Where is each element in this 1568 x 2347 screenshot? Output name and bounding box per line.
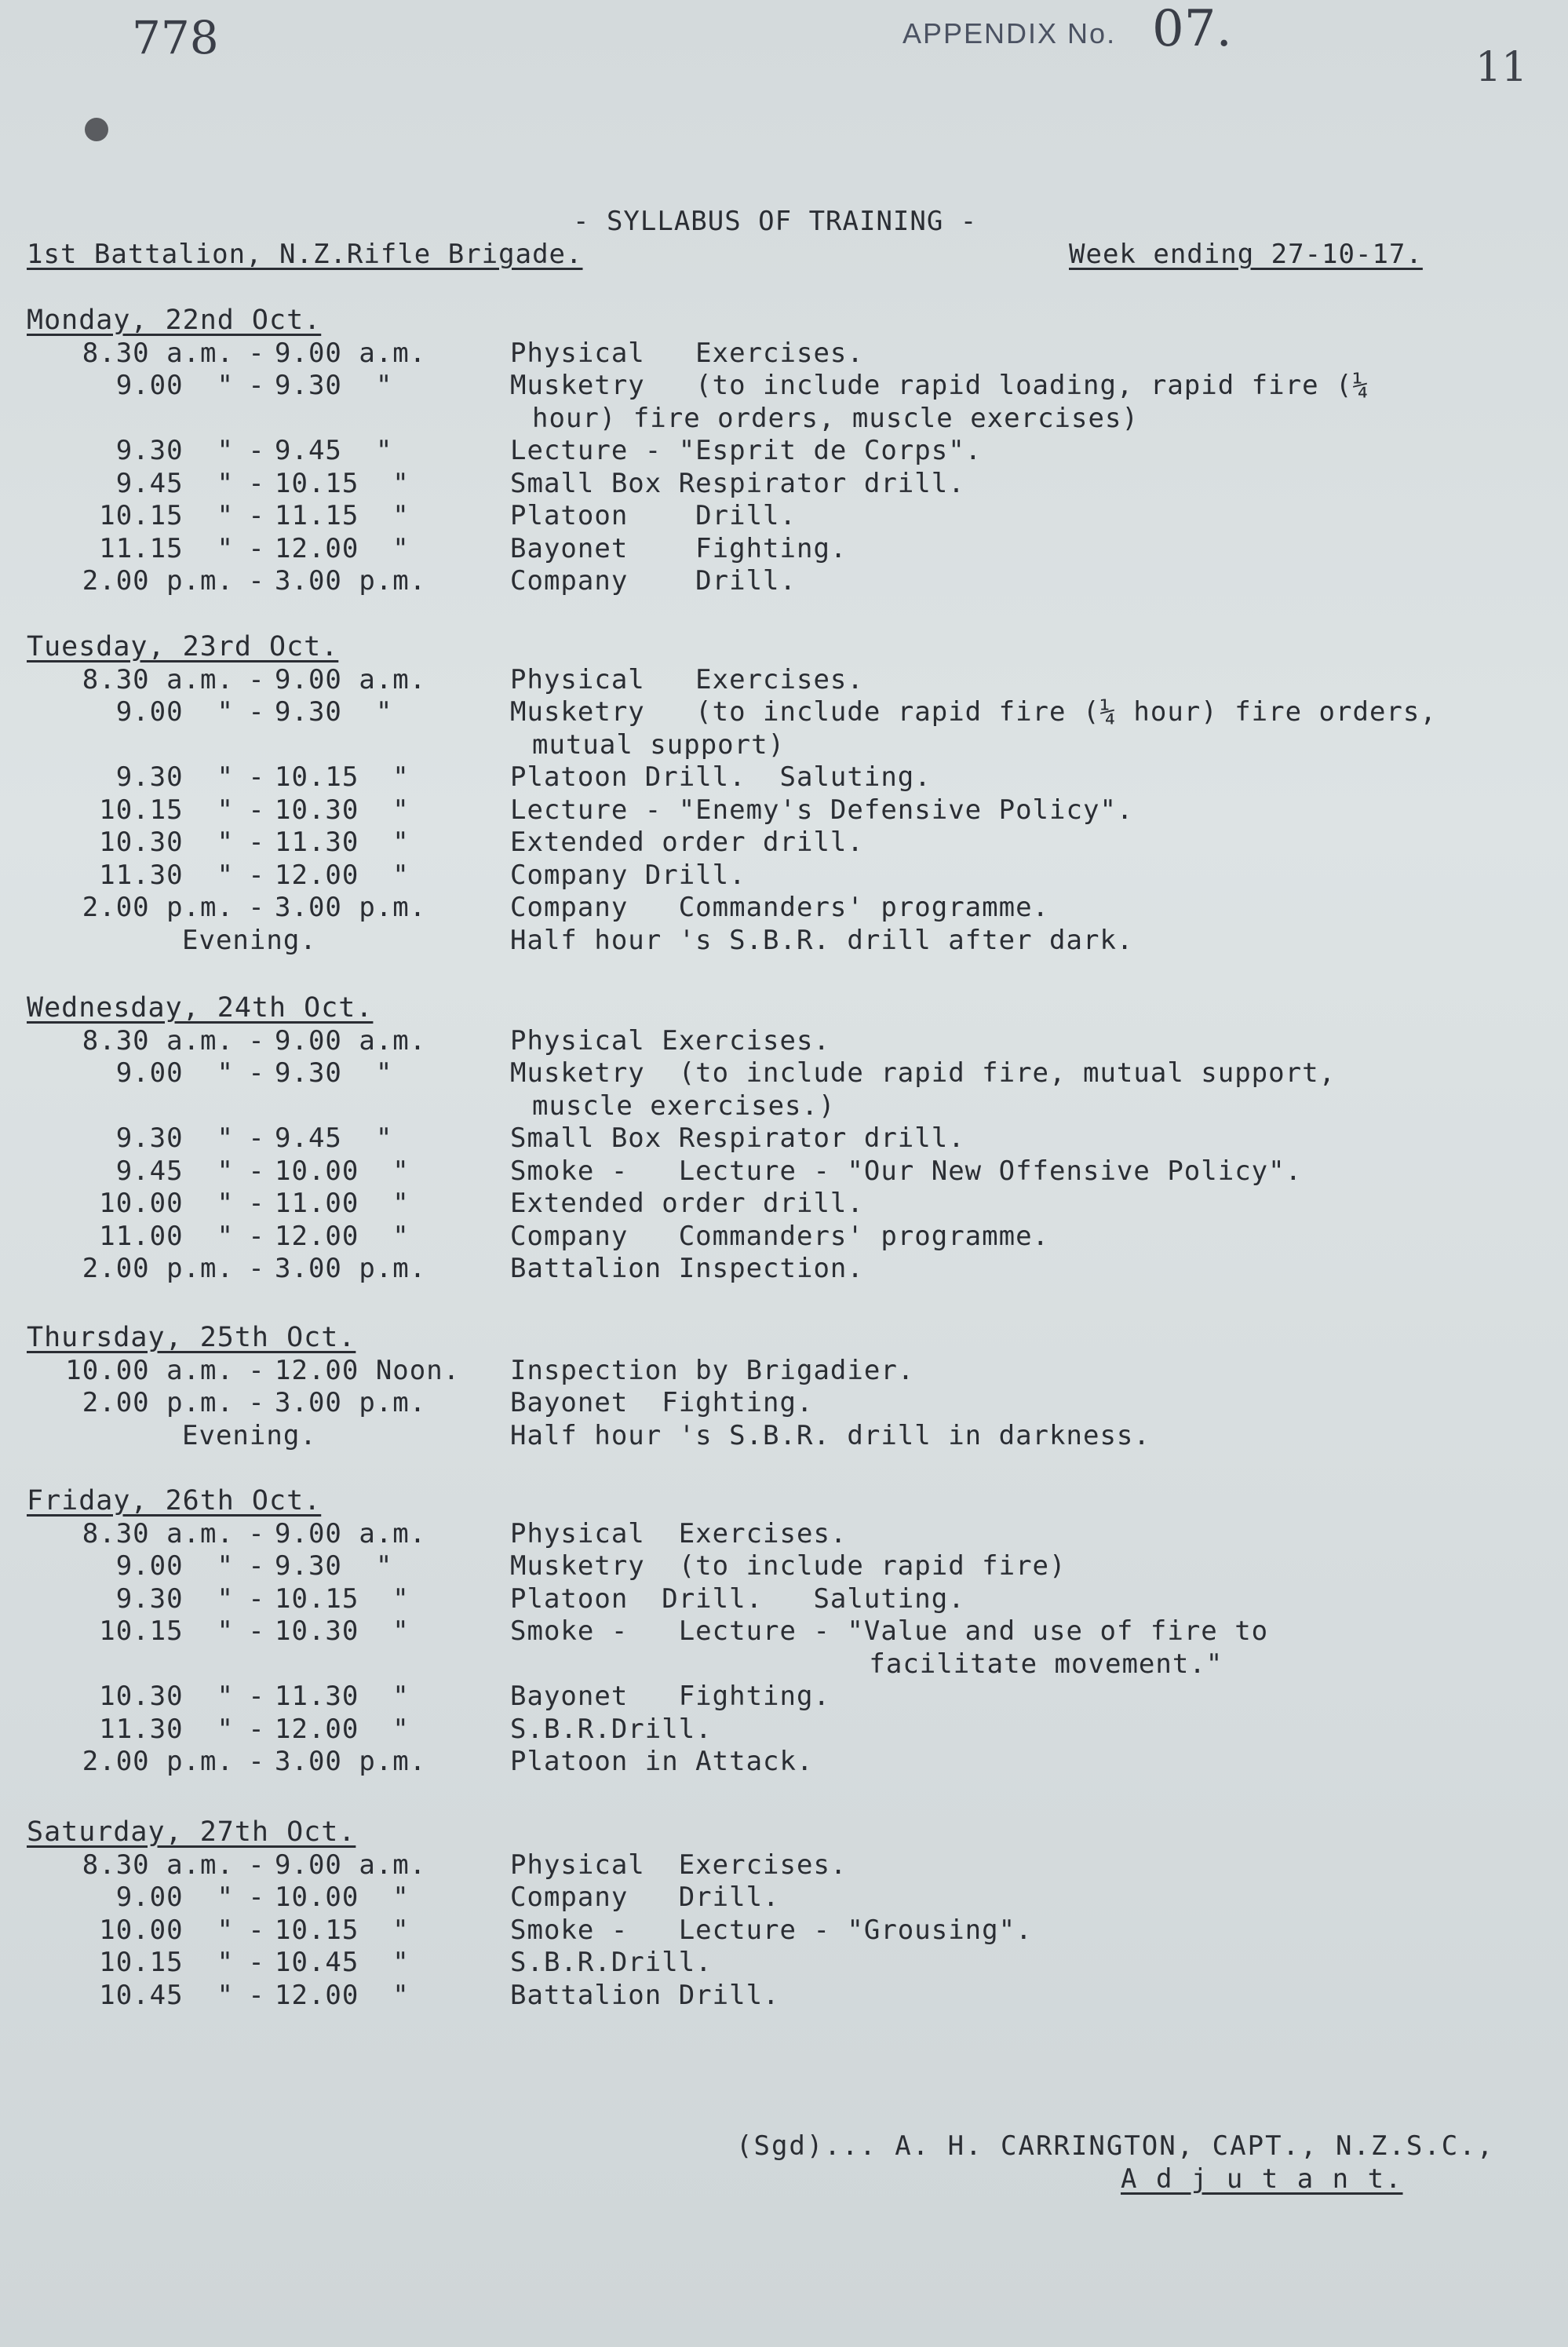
time-from: 9.30 ": [115, 1122, 234, 1154]
activity: Platoon in Attack.: [510, 1746, 814, 1777]
schedule-row: [0, 1155, 1568, 1188]
schedule-row: [0, 1681, 1568, 1714]
time-from: 11.30 ": [99, 859, 234, 891]
activity: Physical Exercises.: [510, 337, 864, 369]
day-heading: Friday, 26th Oct.: [27, 1485, 322, 1517]
activity-continuation: mutual support): [532, 728, 786, 761]
schedule-row: [0, 892, 1568, 925]
schedule-row: [0, 500, 1568, 533]
appendix-label: APPENDIX No.: [903, 17, 1117, 49]
time-from: 10.15 ": [99, 1947, 234, 1978]
punch-hole: [85, 118, 108, 141]
time-separator: -: [248, 565, 265, 597]
time-from: 9.00 ": [115, 1550, 234, 1582]
time-separator: -: [248, 794, 265, 826]
activity: Extended order drill.: [510, 1188, 864, 1219]
time-separator: -: [248, 1517, 265, 1549]
time-from: 9.00 ": [115, 370, 234, 401]
time-separator: -: [248, 435, 265, 466]
time-from: 9.30 ": [115, 435, 234, 466]
time-to: 9.30 ": [275, 696, 393, 728]
time-to: 12.00 ": [275, 1713, 410, 1745]
time-from: 2.00 p.m.: [82, 565, 234, 597]
schedule-row-continuation: [0, 729, 1568, 762]
time-from: 9.00 ": [115, 696, 234, 728]
activity: Company Drill.: [510, 859, 746, 891]
time-separator: -: [248, 1849, 265, 1881]
time-from: 10.00 ": [99, 1188, 234, 1219]
page-number: 11: [1475, 44, 1528, 91]
time-to: 9.00 a.m.: [275, 1517, 427, 1549]
time-from: 9.30 ": [115, 761, 234, 793]
activity: Platoon Drill.: [510, 500, 797, 531]
time-from: 8.30 a.m.: [82, 1517, 234, 1549]
time-separator: -: [248, 1024, 265, 1057]
time-from: 10.30 ": [99, 827, 234, 858]
time-to: 10.15 ": [275, 761, 410, 793]
time-separator: -: [248, 1582, 265, 1615]
time-separator: -: [248, 827, 265, 858]
unit-name: 1st Battalion, N.Z.Rifle Brigade.: [27, 239, 583, 270]
activity: Company Drill.: [510, 565, 797, 597]
time-to: 12.00 Noon.: [275, 1354, 461, 1386]
schedule-row: [0, 1947, 1568, 1980]
time-from: 8.30 a.m.: [82, 337, 234, 369]
time-to: 3.00 p.m.: [275, 1253, 427, 1284]
time-from: 10.45 ": [99, 1979, 234, 2011]
time-to: 11.00 ": [275, 1188, 410, 1219]
signature-line: (Sgd)... A. H. CARRINGTON, CAPT., N.Z.S.C.,: [736, 2130, 1495, 2162]
activity: Musketry (to include rapid fire): [510, 1550, 1067, 1582]
time-from: Evening.: [182, 1419, 317, 1451]
time-separator: -: [248, 1713, 265, 1745]
activity: Physical Exercises.: [510, 1849, 848, 1881]
activity: Platoon Drill. Saluting.: [510, 761, 932, 793]
time-from: 10.00 a.m.: [65, 1354, 234, 1386]
document-title: - SYLLABUS OF TRAINING -: [573, 206, 978, 237]
schedule-row: [0, 761, 1568, 794]
schedule-row: [0, 794, 1568, 827]
schedule-row: [0, 1025, 1568, 1058]
time-to: 3.00 p.m.: [275, 1387, 427, 1418]
time-separator: -: [248, 1057, 265, 1089]
time-from: 10.00 ": [99, 1914, 234, 1946]
time-separator: -: [248, 532, 265, 564]
time-to: 10.30 ": [275, 794, 410, 826]
schedule-row: [0, 1615, 1568, 1648]
activity-continuation: hour) fire orders, muscle exercises): [532, 402, 1139, 434]
activity-continuation: facilitate movement.": [532, 1648, 1223, 1680]
time-from: 8.30 a.m.: [82, 1024, 234, 1057]
activity: Musketry (to include rapid fire, mutual support,: [510, 1057, 1336, 1089]
time-from: 2.00 p.m.: [82, 1746, 234, 1777]
time-separator: -: [248, 1188, 265, 1219]
time-separator: -: [248, 1882, 265, 1913]
schedule-row: [0, 1914, 1568, 1947]
time-to: 9.00 a.m.: [275, 663, 427, 695]
day-heading: Thursday, 25th Oct.: [27, 1322, 356, 1353]
activity: Battalion Inspection.: [510, 1253, 864, 1284]
schedule-row: [0, 1882, 1568, 1914]
time-to: 9.30 ": [275, 370, 393, 401]
time-from: 9.45 ": [115, 467, 234, 499]
schedule-row: [0, 1714, 1568, 1747]
time-from: 9.00 ": [115, 1882, 234, 1913]
time-from: 10.15 ": [99, 794, 234, 826]
time-separator: -: [248, 663, 265, 695]
schedule-row: [0, 827, 1568, 860]
time-separator: -: [248, 1387, 265, 1418]
schedule-row: [0, 1387, 1568, 1420]
activity: Smoke - Lecture - "Our New Offensive Policy".: [510, 1155, 1303, 1187]
activity: Extended order drill.: [510, 827, 864, 858]
schedule-row-continuation: [0, 403, 1568, 436]
activity: Musketry (to include rapid fire (¼ hour) fire orders,: [510, 696, 1437, 728]
time-to: 9.45 ": [275, 435, 393, 466]
appendix-number: 07.: [1152, 0, 1232, 58]
schedule-row: [0, 1122, 1568, 1155]
time-to: 10.00 ": [275, 1155, 410, 1187]
time-from: 10.30 ": [99, 1681, 234, 1712]
time-separator: -: [248, 500, 265, 531]
time-from: 11.15 ": [99, 532, 234, 564]
time-to: 3.00 p.m.: [275, 565, 427, 597]
schedule-row: [0, 468, 1568, 501]
time-to: 12.00 ": [275, 532, 410, 564]
activity: Small Box Respirator drill.: [510, 1122, 965, 1154]
time-to: 3.00 p.m.: [275, 1746, 427, 1777]
time-separator: -: [248, 1979, 265, 2011]
schedule-row: [0, 1518, 1568, 1551]
time-separator: -: [248, 1550, 265, 1582]
activity: Lecture - "Esprit de Corps".: [510, 435, 983, 466]
time-separator: -: [248, 1155, 265, 1187]
time-separator: -: [248, 467, 265, 499]
time-separator: -: [248, 1122, 265, 1154]
schedule-row: [0, 664, 1568, 697]
activity: Small Box Respirator drill.: [510, 467, 965, 499]
activity: Battalion Drill.: [510, 1979, 780, 2011]
time-to: 11.30 ": [275, 1681, 410, 1712]
time-to: 10.45 ": [275, 1947, 410, 1978]
day-heading: Wednesday, 24th Oct.: [27, 992, 374, 1024]
time-from: 9.45 ": [115, 1155, 234, 1187]
schedule-row-continuation: [0, 1090, 1568, 1123]
time-to: 9.00 a.m.: [275, 1849, 427, 1881]
schedule-row: [0, 696, 1568, 729]
time-to: 10.15 ": [275, 1582, 410, 1615]
activity: Bayonet Fighting.: [510, 1681, 830, 1712]
schedule-row: [0, 565, 1568, 598]
schedule-row-continuation: [0, 1648, 1568, 1681]
schedule-row: [0, 370, 1568, 403]
time-separator: -: [248, 696, 265, 728]
time-from: 11.30 ": [99, 1713, 234, 1745]
time-from: 10.15 ": [99, 1615, 234, 1647]
time-from: 2.00 p.m.: [82, 892, 234, 923]
time-from: Evening.: [182, 924, 317, 956]
schedule-row: [0, 860, 1568, 892]
time-separator: -: [248, 1220, 265, 1252]
activity: Physical Exercises.: [510, 1024, 830, 1057]
time-to: 10.15 ": [275, 1914, 410, 1946]
time-from: 9.00 ": [115, 1057, 234, 1089]
time-separator: -: [248, 1746, 265, 1777]
activity: Smoke - Lecture - "Value and use of fire to: [510, 1615, 1269, 1647]
activity: S.B.R.Drill.: [510, 1713, 713, 1745]
schedule-row: [0, 1849, 1568, 1882]
schedule-row: [0, 533, 1568, 566]
activity: Bayonet Fighting.: [510, 532, 848, 564]
signature-title: A d j u t a n t.: [1121, 2163, 1403, 2195]
activity: Half hour 's S.B.R. drill in darkness.: [510, 1419, 1150, 1451]
handwritten-number: 778: [132, 11, 219, 64]
time-to: 12.00 ": [275, 1220, 410, 1252]
time-separator: -: [248, 892, 265, 923]
time-from: 8.30 a.m.: [82, 1849, 234, 1881]
day-heading: Saturday, 27th Oct.: [27, 1816, 356, 1848]
activity-continuation: muscle exercises.): [532, 1090, 836, 1122]
time-from: 11.00 ": [99, 1220, 234, 1252]
time-from: 10.15 ": [99, 500, 234, 531]
time-to: 9.30 ": [275, 1057, 393, 1089]
schedule-row: [0, 435, 1568, 468]
time-separator: -: [248, 761, 265, 793]
schedule-row: [0, 1355, 1568, 1388]
schedule-row: [0, 1746, 1568, 1779]
activity: Physical Exercises.: [510, 663, 864, 695]
time-to: 9.45 ": [275, 1122, 393, 1154]
time-from: 8.30 a.m.: [82, 663, 234, 695]
time-from: 2.00 p.m.: [82, 1387, 234, 1418]
time-to: 12.00 ": [275, 1979, 410, 2011]
time-separator: -: [248, 370, 265, 401]
activity: Physical Exercises.: [510, 1517, 848, 1549]
day-heading: Tuesday, 23rd Oct.: [27, 631, 339, 662]
schedule-row: [0, 1420, 1568, 1453]
schedule-row: [0, 1057, 1568, 1090]
schedule-row: [0, 338, 1568, 370]
activity: Lecture - "Enemy's Defensive Policy".: [510, 794, 1134, 826]
activity: Smoke - Lecture - "Grousing".: [510, 1914, 1033, 1946]
time-separator: -: [248, 1615, 265, 1647]
time-to: 3.00 p.m.: [275, 892, 427, 923]
time-to: 9.00 a.m.: [275, 337, 427, 369]
activity: Company Drill.: [510, 1882, 780, 1913]
time-separator: -: [248, 1354, 265, 1386]
time-to: 10.15 ": [275, 467, 410, 499]
time-from: 2.00 p.m.: [82, 1253, 234, 1284]
schedule-row: [0, 1550, 1568, 1583]
activity: Half hour 's S.B.R. drill after dark.: [510, 924, 1134, 956]
time-separator: -: [248, 859, 265, 891]
schedule-row: [0, 1221, 1568, 1254]
time-separator: -: [248, 1253, 265, 1284]
time-to: 9.00 a.m.: [275, 1024, 427, 1057]
time-to: 11.30 ": [275, 827, 410, 858]
time-separator: -: [248, 337, 265, 369]
activity: Bayonet Fighting.: [510, 1387, 814, 1418]
schedule-row: [0, 1583, 1568, 1616]
time-to: 11.15 ": [275, 500, 410, 531]
activity: Company Commanders' programme.: [510, 1220, 1050, 1252]
week-ending: Week ending 27-10-17.: [1069, 239, 1423, 270]
time-separator: -: [248, 1914, 265, 1946]
schedule-row: [0, 1980, 1568, 2013]
schedule-row: [0, 1253, 1568, 1286]
time-to: 12.00 ": [275, 859, 410, 891]
schedule-row: [0, 925, 1568, 958]
time-separator: -: [248, 1681, 265, 1712]
time-to: 9.30 ": [275, 1550, 393, 1582]
day-heading: Monday, 22nd Oct.: [27, 305, 322, 336]
activity: Musketry (to include rapid loading, rapid fire (¼: [510, 370, 1369, 401]
activity: S.B.R.Drill.: [510, 1947, 713, 1978]
time-to: 10.30 ": [275, 1615, 410, 1647]
time-separator: -: [248, 1947, 265, 1978]
activity: Inspection by Brigadier.: [510, 1354, 915, 1386]
time-from: 9.30 ": [115, 1582, 234, 1615]
activity: Company Commanders' programme.: [510, 892, 1050, 923]
activity: Platoon Drill. Saluting.: [510, 1582, 965, 1615]
schedule-row: [0, 1188, 1568, 1221]
time-to: 10.00 ": [275, 1882, 410, 1913]
